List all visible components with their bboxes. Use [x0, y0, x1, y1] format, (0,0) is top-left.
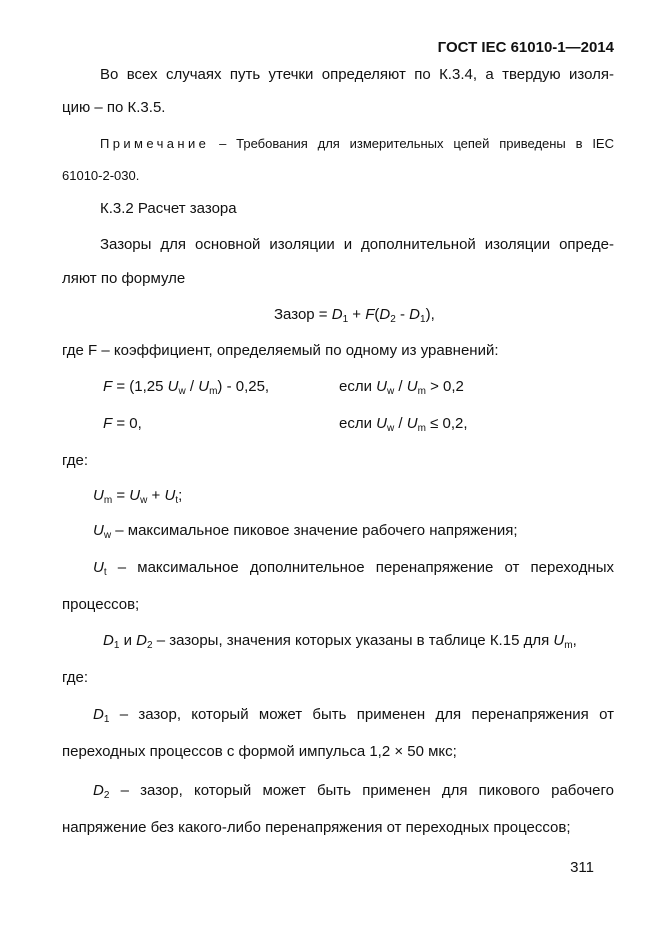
d1-definition-line1: $D_1$ – зазор, который может быть применен для перенапряжения от	[93, 706, 614, 725]
ut-definition-line2: процессов;	[62, 596, 140, 613]
clearance-formula: Зазор = $D_1 + F(D_2 - D_1)$,	[274, 306, 435, 325]
d1-definition-line2: переходных процессов с формой импульса 1,2 × 50 мкс;	[62, 743, 457, 760]
equation-1-condition: если $U_w / U_m > 0,2$	[339, 378, 464, 397]
note-label: Примечание	[100, 136, 210, 151]
ut-definition-text: – максимальное дополнительное перенапряжение от переходных	[117, 559, 614, 576]
uw-definition-text: – максимальное пиковое значение рабочего напряжения;	[115, 522, 518, 539]
d2-definition-text: – зазор, который может быть применен для пикового рабочего	[120, 782, 615, 799]
ut-definition-line1: $U_t$ – максимальное дополнительное перенапряжение от переходных	[93, 559, 614, 578]
where-label-2: где:	[62, 669, 89, 686]
document-code-header: ГОСТ IEC 61010-1—2014	[437, 39, 614, 56]
d1-definition-text: – зазор, который может быть применен для перенапряжения от	[119, 706, 614, 723]
um-definition: $U_m = U_w + U_t$;	[93, 487, 183, 506]
paragraph-clearance-line2: ляют по формуле	[62, 270, 186, 287]
paragraph-leakage-line2: цию – по К.3.5.	[62, 99, 166, 116]
formula-prefix: Зазор =	[274, 306, 332, 323]
uw-definition: $U_w$ – максимальное пиковое значение рабочего напряжения;	[93, 522, 518, 541]
note-line2: 61010-2-030.	[62, 168, 140, 183]
where-label-1: где:	[62, 452, 89, 469]
coefficient-description: где F – коэффициент, определяемый по одному из уравнений:	[62, 342, 499, 359]
page-number: 311	[570, 859, 594, 876]
equation-1-left: F = (1,25 $U_w / U_m) - 0,25$,	[103, 378, 270, 397]
note-text: – Требования для измерительных цепей приведены в IEC	[219, 136, 614, 151]
paragraph-clearance-line1: Зазоры для основной изоляции и дополнительной изоляции опреде-	[100, 236, 614, 253]
note-line1	[100, 135, 614, 153]
equation-2-condition: если $U_w / U_m \le 0,2$,	[339, 415, 468, 434]
d-definition-text: – зазоры, значения которых указаны в таблице К.15 для	[156, 632, 550, 649]
d-definition: $D_1$ и $D_2$ – зазоры, значения которых указаны в таблице К.15 для $U_m$,	[103, 632, 577, 651]
d2-definition-line1: $D_2$ – зазор, который может быть применен для пикового рабочего	[93, 782, 615, 801]
section-title: К.3.2 Расчет зазора	[100, 200, 237, 217]
paragraph-leakage-line1: Во всех случаях путь утечки определяют по К.3.4, а твердую изоля-	[100, 66, 614, 83]
d2-definition-line2: напряжение без какого-либо перенапряжения от переходных процессов;	[62, 819, 571, 836]
equation-2-left: F = 0,	[103, 415, 142, 432]
